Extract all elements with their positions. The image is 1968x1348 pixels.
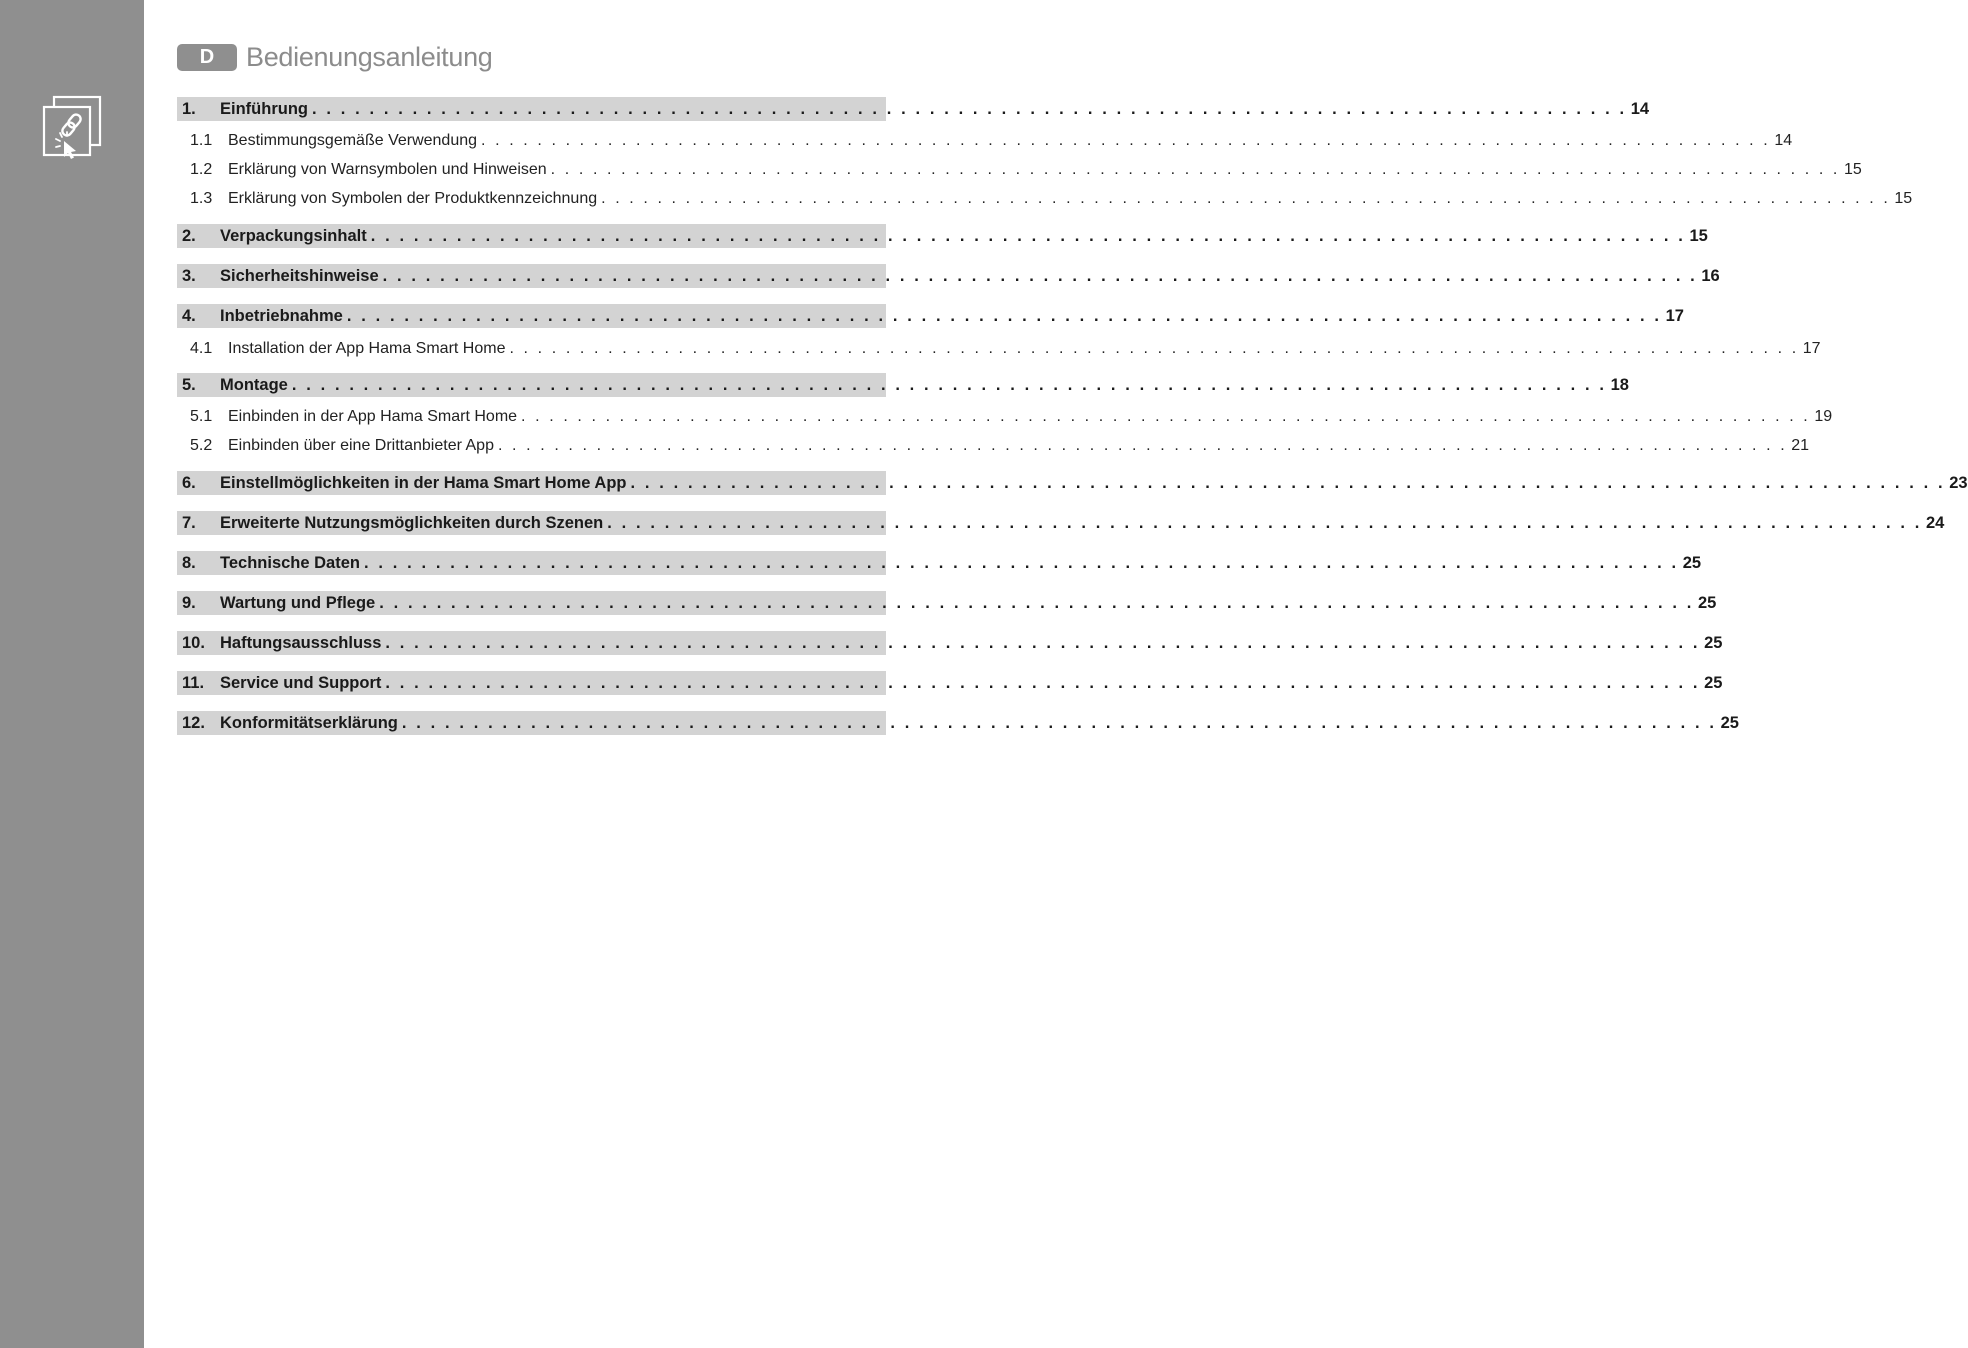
toc-leader-dots: . . . . . . . . . . . . . . . . . . . . . . . . . . . . . . . . . . . . . . . . . . . . . . . . . . . . . . . . . . . . . . . . . . . . . . . . . . . . . . . . . . . . . . . . . . . . <box>481 132 1771 149</box>
toc-number: 8. <box>182 553 196 572</box>
toc-section-row[interactable] <box>177 373 1629 397</box>
toc-page-number: 17 <box>1802 340 1821 357</box>
toc-leader-dots: . . . . . . . . . . . . . . . . . . . . . . . . . . . . . . . . . . . . . . . . . . . . . . . . . . . . . . . . . . . . . . . . . . . . . . . . . . . . . . . . . . . . . . . . . . . . <box>601 190 1891 207</box>
toc-title: Haftungsausschluss <box>220 633 382 652</box>
toc-page-number: 23 <box>1949 473 1968 492</box>
toc-section-row[interactable] <box>177 631 1723 655</box>
toc-leader-dots: . . . . . . . . . . . . . . . . . . . . . . . . . . . . . . . . . . . . . . . . . . . . . . . . . . . . . . . . . . . . . . . . . . . . . . . . . . . . . . . . . . . . . . . . . . . . <box>385 673 1701 692</box>
toc-subsection-row[interactable] <box>177 187 1913 211</box>
toc-number: 9. <box>182 593 196 612</box>
toc-page-number: 25 <box>1720 713 1739 732</box>
toc-leader-dots: . . . . . . . . . . . . . . . . . . . . . . . . . . . . . . . . . . . . . . . . . . . . . . . . . . . . . . . . . . . . . . . . . . . . . . . . . . . . . . . . . . . . . . . . . . . . <box>385 633 1701 652</box>
toc-number: 5.1 <box>190 408 213 425</box>
toc-subsection-row[interactable] <box>177 337 1821 361</box>
toc-page-number: 25 <box>1697 593 1717 612</box>
toc-subsection-row[interactable] <box>177 405 1833 429</box>
toc-leader-dots: . . . . . . . . . . . . . . . . . . . . . . . . . . . . . . . . . . . . . . . . . . . . . . . . . . . . . . . . . . . . . . . . . . . . . . . . . . . . . . . . . . . . . . . . . . . . <box>363 553 1679 572</box>
toc-page-number: 18 <box>1610 375 1629 394</box>
toc-leader-dots: . . . . . . . . . . . . . . . . . . . . . . . . . . . . . . . . . . . . . . . . . . . . . . . . . . . . . . . . . . . . . . . . . . . . . . . . . . . . . . . . . . . . . . . . . . . . <box>370 226 1686 245</box>
toc-section-row[interactable] <box>177 591 1717 615</box>
toc-title: Erweiterte Nutzungsmöglichkeiten durch Szenen <box>220 513 604 532</box>
toc-page-number: 16 <box>1701 266 1720 285</box>
toc-leader-dots: . . . . . . . . . . . . . . . . . . . . . . . . . . . . . . . . . . . . . . . . . . . . . . . . . . . . . . . . . . . . . . . . . . . . . . . . . . . . . . . . . . . . . . . . . . . . <box>291 375 1607 394</box>
language-badge: D <box>177 44 237 71</box>
toc-leader-dots: . . . . . . . . . . . . . . . . . . . . . . . . . . . . . . . . . . . . . . . . . . . . . . . . . . . . . . . . . . . . . . . . . . . . . . . . . . . . . . . . . . . . . . . . . . . . <box>346 306 1662 325</box>
toc-subsection-row[interactable] <box>177 434 1810 458</box>
sidebar <box>0 0 144 1348</box>
toc-title: Inbetriebnahme <box>220 306 343 325</box>
toc-title: Service und Support <box>220 673 382 692</box>
toc-section-row[interactable] <box>177 711 1739 735</box>
toc-page-number: 15 <box>1843 161 1862 178</box>
toc-title: Konformitätserklärung <box>220 713 398 732</box>
toc-leader-dots: . . . . . . . . . . . . . . . . . . . . . . . . . . . . . . . . . . . . . . . . . . . . . . . . . . . . . . . . . . . . . . . . . . . . . . . . . . . . . . . . . . . . . . . . . . . . <box>521 408 1811 425</box>
toc-number: 3. <box>182 266 196 285</box>
toc-leader-dots: . . . . . . . . . . . . . . . . . . . . . . . . . . . . . . . . . . . . . . . . . . . . . . . . . . . . . . . . . . . . . . . . . . . . . . . . . . . . . . . . . . . . . . . . . . . . <box>382 266 1698 285</box>
link-touch-icon <box>40 95 104 161</box>
toc-section-row[interactable] <box>177 264 1720 288</box>
header <box>177 42 493 72</box>
toc-title: Wartung und Pflege <box>220 593 376 612</box>
toc-section-row[interactable] <box>177 304 1684 328</box>
toc-title: Technische Daten <box>220 553 360 572</box>
toc-section-row[interactable] <box>177 471 1968 495</box>
toc-section-row[interactable] <box>177 511 1945 535</box>
document-title: Bedienungsanleitung <box>246 41 493 72</box>
toc-page-number: 14 <box>1774 132 1793 149</box>
toc-leader-dots: . . . . . . . . . . . . . . . . . . . . . . . . . . . . . . . . . . . . . . . . . . . . . . . . . . . . . . . . . . . . . . . . . . . . . . . . . . . . . . . . . . . . . . . . . . . . <box>497 437 1788 454</box>
toc-page-number: 25 <box>1704 633 1723 652</box>
toc-title: Montage <box>220 375 288 394</box>
toc-title: Verpackungsinhalt <box>220 226 367 245</box>
toc-page-number: 19 <box>1814 408 1833 425</box>
toc-leader-dots: . . . . . . . . . . . . . . . . . . . . . . . . . . . . . . . . . . . . . . . . . . . . . . . . . . . . . . . . . . . . . . . . . . . . . . . . . . . . . . . . . . . . . . . . . . . . <box>401 713 1717 732</box>
toc-number: 1.1 <box>190 132 213 149</box>
toc-leader-dots: . . . . . . . . . . . . . . . . . . . . . . . . . . . . . . . . . . . . . . . . . . . . . . . . . . . . . . . . . . . . . . . . . . . . . . . . . . . . . . . . . . . . . . . . . . . . <box>311 99 1627 118</box>
toc-title: Sicherheitshinweise <box>220 266 379 285</box>
toc-title: Einstellmöglichkeiten in der Hama Smart Home App <box>220 473 627 492</box>
toc-number: 6. <box>182 473 196 492</box>
toc-page-number: 15 <box>1689 226 1708 245</box>
toc-section-row[interactable] <box>177 224 1708 248</box>
toc-number: 7. <box>182 513 196 532</box>
toc-title: Einbinden über eine Drittanbieter App <box>228 437 494 454</box>
toc-page-number: 15 <box>1894 190 1913 207</box>
toc-title: Erklärung von Symbolen der Produktkennzeichnung <box>228 190 598 207</box>
toc-section-row[interactable] <box>177 671 1723 695</box>
toc-number: 1.2 <box>190 161 213 178</box>
toc-title: Einführung <box>220 99 308 118</box>
toc-page-number: 17 <box>1665 306 1684 325</box>
toc-section-row[interactable] <box>177 551 1702 575</box>
toc-subsection-row[interactable] <box>177 158 1862 182</box>
toc-number: 11. <box>182 673 205 692</box>
toc-leader-dots: . . . . . . . . . . . . . . . . . . . . . . . . . . . . . . . . . . . . . . . . . . . . . . . . . . . . . . . . . . . . . . . . . . . . . . . . . . . . . . . . . . . . . . . . . . . . <box>379 593 1694 612</box>
toc-number: 12. <box>182 713 205 732</box>
toc-page-number: 14 <box>1630 99 1650 118</box>
toc-leader-dots: . . . . . . . . . . . . . . . . . . . . . . . . . . . . . . . . . . . . . . . . . . . . . . . . . . . . . . . . . . . . . . . . . . . . . . . . . . . . . . . . . . . . . . . . . . . . <box>630 473 1946 492</box>
toc-title: Installation der App Hama Smart Home <box>228 340 506 357</box>
toc-title: Erklärung von Warnsymbolen und Hinweisen <box>228 161 547 178</box>
toc-subsection-row[interactable] <box>177 129 1793 153</box>
toc-number: 5.2 <box>190 437 213 454</box>
toc-title: Bestimmungsgemäße Verwendung <box>228 132 478 149</box>
toc-page-number: 25 <box>1682 553 1702 572</box>
toc-number: 10. <box>182 633 205 652</box>
toc-number: 5. <box>182 375 196 394</box>
toc-number: 1. <box>182 99 196 118</box>
toc-number: 2. <box>182 226 196 245</box>
toc-number: 4.1 <box>190 340 213 357</box>
toc-leader-dots: . . . . . . . . . . . . . . . . . . . . . . . . . . . . . . . . . . . . . . . . . . . . . . . . . . . . . . . . . . . . . . . . . . . . . . . . . . . . . . . . . . . . . . . . . . . . <box>607 513 1922 532</box>
toc-page-number: 21 <box>1791 437 1810 454</box>
toc-page-number: 25 <box>1704 673 1723 692</box>
toc-page-number: 24 <box>1925 513 1945 532</box>
toc-section-row[interactable] <box>177 97 1650 121</box>
toc-leader-dots: . . . . . . . . . . . . . . . . . . . . . . . . . . . . . . . . . . . . . . . . . . . . . . . . . . . . . . . . . . . . . . . . . . . . . . . . . . . . . . . . . . . . . . . . . . . . <box>550 161 1840 178</box>
toc-number: 1.3 <box>190 190 213 207</box>
toc-number: 4. <box>182 306 196 325</box>
toc-title: Einbinden in der App Hama Smart Home <box>228 408 518 425</box>
toc-leader-dots: . . . . . . . . . . . . . . . . . . . . . . . . . . . . . . . . . . . . . . . . . . . . . . . . . . . . . . . . . . . . . . . . . . . . . . . . . . . . . . . . . . . . . . . . . . . . <box>509 340 1799 357</box>
